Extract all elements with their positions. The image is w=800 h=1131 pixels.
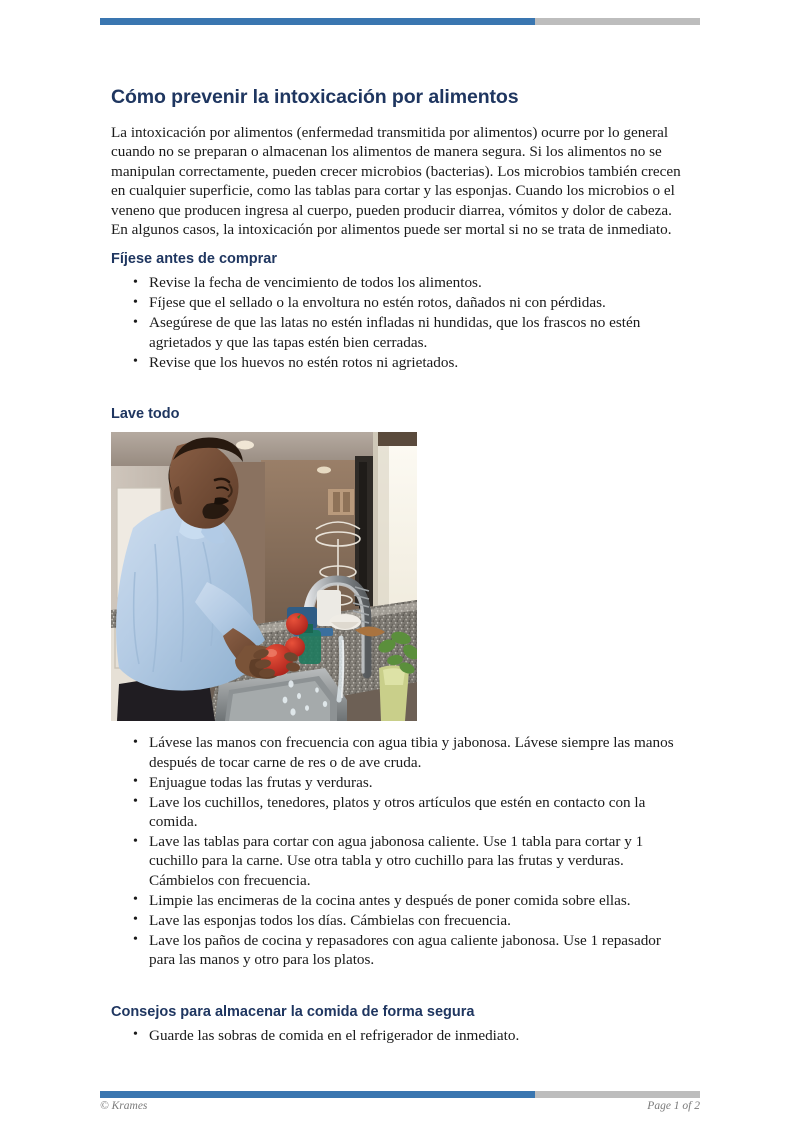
kitchen-washing-photo xyxy=(111,432,417,721)
bullet-list-storage xyxy=(111,1026,689,1045)
list-item: • Revise la fecha de vencimiento de todos los alimentos. xyxy=(149,273,689,292)
section-heading-wash: Lave todo xyxy=(111,406,180,423)
document-body xyxy=(111,86,689,1046)
list-item: • Fíjese que el sellado o la envoltura no estén rotos, dañados ni con pérdidas. xyxy=(149,293,689,312)
footer xyxy=(100,1100,700,1112)
copyright-text: © Krames xyxy=(100,1100,148,1112)
list-item: • Revise que los huevos no estén rotos ni agrietados. xyxy=(149,353,689,372)
photo-illustration xyxy=(111,432,417,721)
section-heading-shopping: Fíjese antes de comprar xyxy=(111,251,278,268)
bullet-list-shopping xyxy=(111,273,689,372)
section-spacer xyxy=(111,372,689,406)
header-rule-blue-segment xyxy=(100,18,535,25)
list-item: • Enjuague todas las frutas y verduras. xyxy=(149,773,689,792)
photo-canvas xyxy=(111,432,417,721)
page-title: Cómo prevenir la intoxicación por alimentos xyxy=(111,86,519,108)
photo-spacer xyxy=(111,721,689,733)
list-item: • Lávese las manos con frecuencia con agua tibia y jabonosa. Lávese siempre las manos después de tocar carne de res o de ave cruda. xyxy=(149,733,689,772)
footer-rule-blue-segment xyxy=(100,1091,535,1098)
list-item: • Guarde las sobras de comida en el refrigerador de inmediato. xyxy=(149,1026,689,1045)
section-heading-storage: Consejos para almacenar la comida de forma segura xyxy=(111,1003,475,1020)
list-item: • Lave las tablas para cortar con agua jabonosa caliente. Use 1 tabla para cortar y 1 cuchillo para la carne. Use otra tabla y otro cuchillo para las frutas y verduras. Cámbielos con frecuencia. xyxy=(149,832,689,890)
footer-rule xyxy=(100,1091,700,1098)
list-item: • Limpie las encimeras de la cocina antes y después de poner comida sobre ellas. xyxy=(149,891,689,910)
list-item: • Lave los cuchillos, tenedores, platos y otros artículos que estén en contacto con la comida. xyxy=(149,793,689,832)
page-number: Page 1 of 2 xyxy=(647,1100,700,1112)
header-rule xyxy=(100,18,700,25)
list-item: • Lave los paños de cocina y repasadores con agua caliente jabonosa. Use 1 repasador para las manos y otro para los platos. xyxy=(149,931,689,970)
list-item: • Lave las esponjas todos los días. Cámbielas con frecuencia. xyxy=(149,911,689,930)
section-spacer xyxy=(111,970,689,1004)
intro-paragraph: La intoxicación por alimentos (enfermedad transmitida por alimentos) ocurre por lo general cuando no se preparan o almacenan los alimentos de manera segura. Si los alimentos no se manipulan correctamente, pueden crecer microbios (bacterias). Los microbios también crecen en cualquier superficie, como las tablas para cortar y las esponjas. Cuando los microbios o el veneno que producen ingresa al cuerpo, pueden producir diarrea, vómitos y dolor de cabeza. En algunos casos, la intoxicación por alimentos puede ser mortal si no se trata de inmediato. xyxy=(111,124,681,239)
footer-rule-gray-segment xyxy=(535,1091,700,1098)
bullet-list-wash xyxy=(111,733,689,969)
header-rule-gray-segment xyxy=(535,18,700,25)
list-item: • Asegúrese de que las latas no estén infladas ni hundidas, que los frascos no estén agrietados y que las tapas estén bien cerradas. xyxy=(149,313,689,352)
